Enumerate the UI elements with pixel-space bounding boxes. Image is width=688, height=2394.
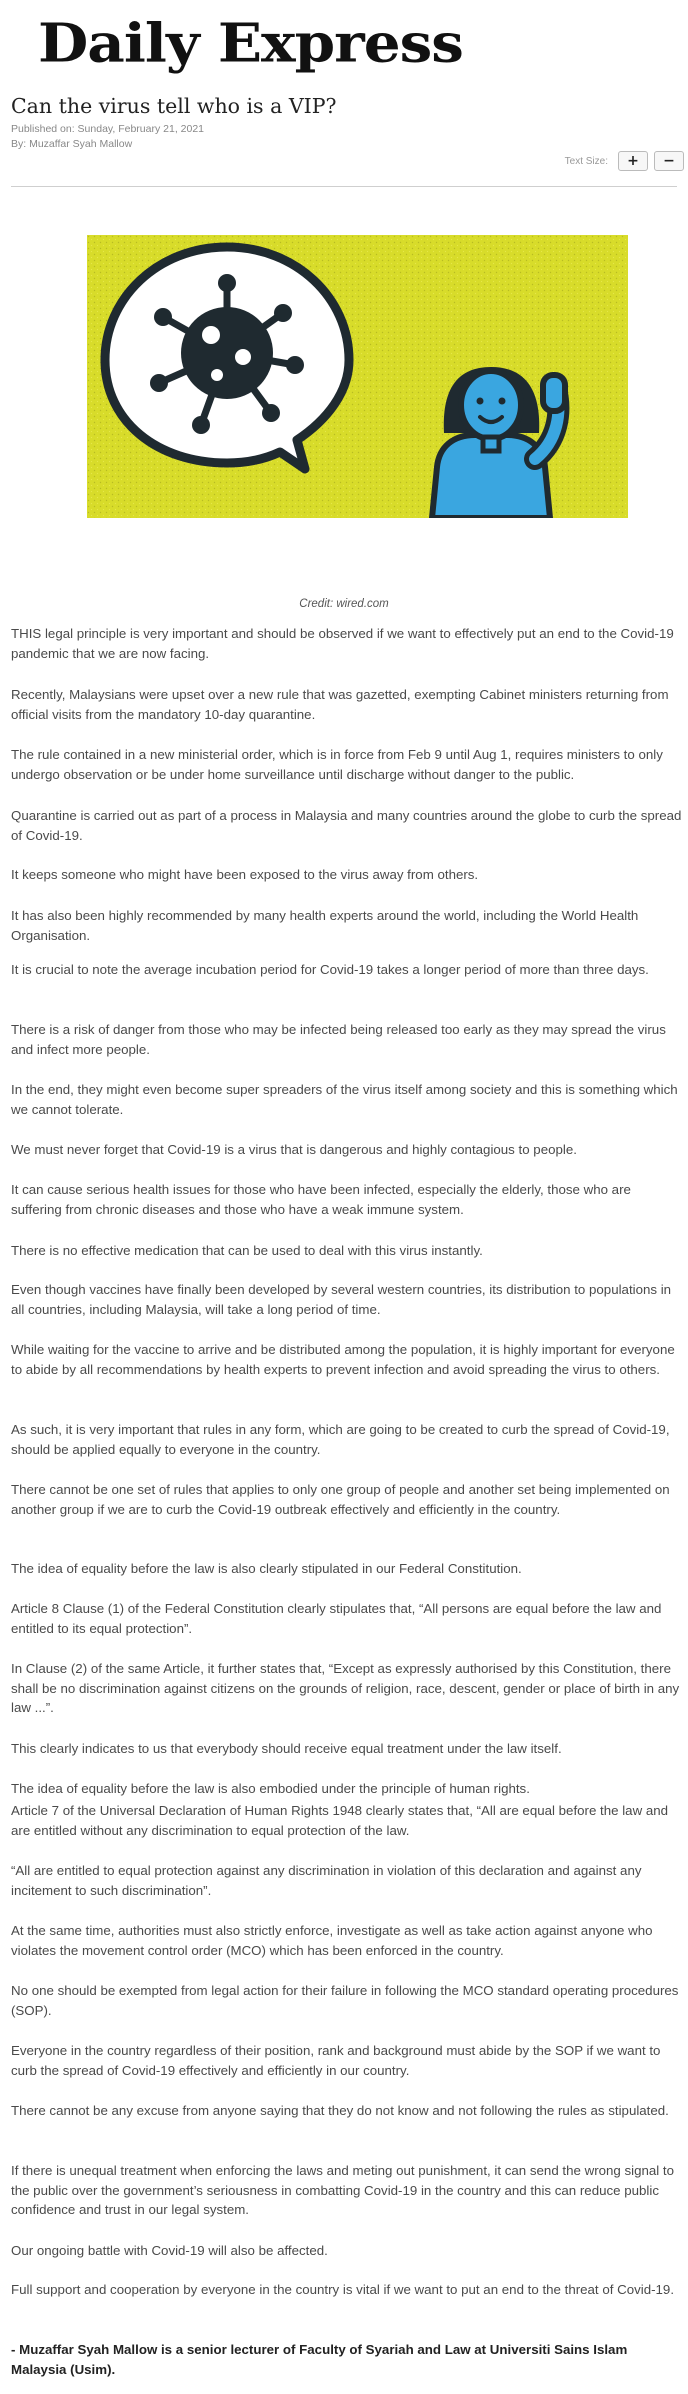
article-paragraph: As such, it is very important that rules in any form, which are going to be created to curb the spread of Covid-19, should be applied equally to everyone in the country. xyxy=(11,1422,670,1457)
article-paragraph: It has also been highly recommended by many health experts around the world, including the World Health Organisation. xyxy=(11,908,639,943)
hero-illustration xyxy=(87,235,628,518)
article-paragraph: Everyone in the country regardless of their position, rank and background must abide by the SOP if we want to curb the spread of Covid-19 effectively and efficiently in our country. xyxy=(11,2043,661,2078)
author-note: - Muzaffar Syah Mallow is a senior lecturer of Faculty of Syariah and Law at Universiti Sains Islam Malaysia (Usim). xyxy=(11,2342,628,2377)
site-logo-text: Daily Express xyxy=(38,11,463,75)
text-size-control xyxy=(565,151,684,171)
article-paragraph: While waiting for the vaccine to arrive and be distributed among the population, it is highly important for everyone to abide by all recommendations by health experts to prevent infection and avoid spreading the virus to others. xyxy=(11,1342,675,1377)
decrease-text-size-button[interactable]: − xyxy=(654,151,684,171)
article-paragraph: THIS legal principle is very important and should be observed if we want to effectively put an end to the Covid-19 pandemic that we are now facing. xyxy=(11,626,674,661)
article-paragraph: We must never forget that Covid-19 is a virus that is dangerous and highly contagious to people. xyxy=(11,1142,577,1157)
header-divider xyxy=(11,186,677,187)
article-paragraph: In the end, they might even become super spreaders of the virus itself among society and this is something which we cannot tolerate. xyxy=(11,1082,678,1117)
article-paragraph: There cannot be any excuse from anyone saying that they do not know and not following the rules as stipulated. xyxy=(11,2103,669,2118)
article-paragraph: There cannot be one set of rules that applies to only one group of people and another set being implemented on another group if we are to curb the Covid-19 outbreak effectively and efficiently in the country. xyxy=(11,1482,670,1517)
article-title: Can the virus tell who is a VIP? xyxy=(11,94,337,118)
byline: By: Muzaffar Syah Mallow xyxy=(11,138,133,150)
article-paragraph: The idea of equality before the law is also embodied under the principle of human rights. xyxy=(11,1781,530,1796)
waving-person-icon xyxy=(432,367,565,518)
article-paragraph: There is no effective medication that can be used to deal with this virus instantly. xyxy=(11,1243,483,1258)
increase-text-size-button[interactable]: + xyxy=(618,151,648,171)
article-paragraph: Even though vaccines have finally been developed by several western countries, its distribution to populations in all countries, including Malaysia, will take a long period of time. xyxy=(11,1282,672,1317)
article-paragraph: This clearly indicates to us that everybody should receive equal treatment under the law itself. xyxy=(11,1741,562,1756)
article-paragraph: It keeps someone who might have been exposed to the virus away from others. xyxy=(11,867,479,882)
article-paragraph: Quarantine is carried out as part of a process in Malaysia and many countries around the globe to curb the spread of Covid-19. xyxy=(11,808,682,843)
article-paragraph: Recently, Malaysians were upset over a new rule that was gazetted, exempting Cabinet ministers returning from official visits from the mandatory 10-day quarantine. xyxy=(11,687,669,722)
article-paragraph: Article 8 Clause (1) of the Federal Constitution clearly stipulates that, “All persons are equal before the law and entitled to its equal protection”. xyxy=(11,1601,662,1636)
published-date: Published on: Sunday, February 21, 2021 xyxy=(11,123,205,135)
article-paragraph: Article 7 of the Universal Declaration of Human Rights 1948 clearly states that, “All are equal before the law and are entitled without any discrimination to equal protection of the law. xyxy=(11,1803,669,1838)
article-paragraph: It can cause serious health issues for those who have been infected, especially the elderly, those who are suffering from chronic diseases and those who have a weak immune system. xyxy=(11,1182,631,1217)
article-paragraph: No one should be exempted from legal action for their failure in following the MCO standard operating procedures (SOP). xyxy=(11,1983,679,2018)
article-paragraph: There is a risk of danger from those who may be infected being released too early as they may spread the virus and infect more people. xyxy=(11,1022,666,1057)
article-paragraph: “All are entitled to equal protection against any discrimination in violation of this declaration and against any incitement to such discrimination”. xyxy=(11,1863,642,1898)
article-paragraph: If there is unequal treatment when enforcing the laws and meting out punishment, it can send the wrong signal to the public over the government’s seriousness in combatting Covid-19 in the country and this can reduce public confidence and trust in our legal system. xyxy=(11,2163,675,2217)
article-paragraph: At the same time, authorities must also strictly enforce, investigate as well as take action against anyone who violates the movement control order (MCO) which has been enforced in the country. xyxy=(11,1923,653,1958)
text-size-label: Text Size: xyxy=(564,155,608,167)
article-paragraph: The rule contained in a new ministerial order, which is in force from Feb 9 until Aug 1, requires ministers to only undergo observation or be under home surveillance until discharge without danger to the public. xyxy=(11,747,663,782)
article-paragraph: In Clause (2) of the same Article, it further states that, “Except as expressly authorised by this Constitution, there shall be no discrimination against citizens on the grounds of religion, race, descent, gender or place of birth in any law ...”. xyxy=(11,1661,680,1715)
article-paragraph: It is crucial to note the average incubation period for Covid-19 takes a longer period of more than three days. xyxy=(11,962,649,977)
article-paragraph: Full support and cooperation by everyone in the country is vital if we want to put an end to the threat of Covid-19. xyxy=(11,2282,675,2297)
article-paragraph: The idea of equality before the law is also clearly stipulated in our Federal Constitution. xyxy=(11,1561,522,1576)
article-paragraph: Our ongoing battle with Covid-19 will also be affected. xyxy=(11,2243,328,2258)
site-logo[interactable] xyxy=(38,11,463,75)
image-credit: Credit: wired.com xyxy=(299,598,389,610)
